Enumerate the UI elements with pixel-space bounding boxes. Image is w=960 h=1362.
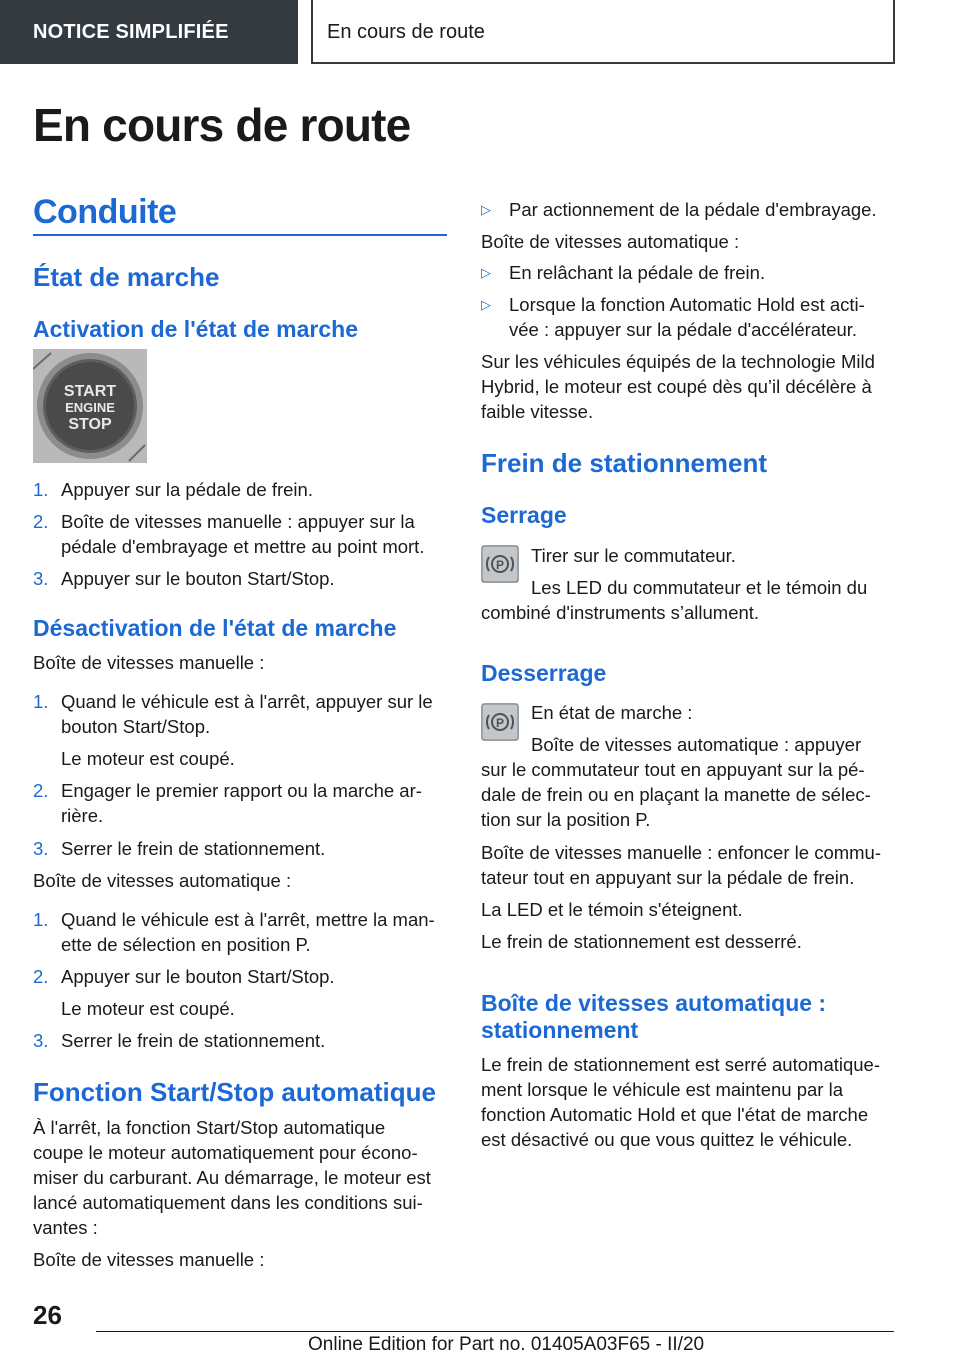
heading-rule	[33, 234, 447, 236]
step-number: 2.	[33, 966, 49, 987]
svg-text:P: P	[495, 716, 505, 730]
footer-rule	[96, 1331, 894, 1332]
bullet-text: Lorsque la fonction Automatic Hold est acti‐	[509, 294, 865, 315]
paragraph-line: lancé automatiquement dans les conditions sui‐	[33, 1192, 423, 1213]
heading-activation: Activation de l'état de marche	[33, 316, 359, 342]
bullet-text: En relâchant la pédale de frein.	[509, 262, 766, 283]
svg-text:P: P	[495, 558, 505, 572]
step-number: 2.	[33, 511, 49, 532]
desserrage-text: tion sur la position P.	[481, 809, 651, 830]
step-number: 1.	[33, 691, 49, 712]
heading-frein: Frein de stationnement	[481, 448, 768, 478]
desserrage-text: tateur tout en appuyant sur la pédale de frein.	[481, 867, 855, 888]
bullet-text: Par actionnement de la pédale d'embrayage.	[509, 199, 877, 220]
desserrage-text: Le frein de stationnement est desserré.	[481, 931, 802, 952]
bullet-triangle-icon: ▷	[481, 202, 491, 217]
step-number: 3.	[33, 838, 49, 859]
paragraph-line: faible vitesse.	[481, 401, 594, 422]
parking-brake-icon	[481, 545, 519, 583]
step-number: 1.	[33, 909, 49, 930]
svg-text:STOP: STOP	[68, 416, 112, 433]
desserrage-text: sur le commutateur tout en appuyant sur la pé‐	[481, 759, 865, 780]
paragraph-line: coupe le moteur automatiquement pour écono‐	[33, 1142, 418, 1163]
step-text: rière.	[61, 805, 104, 826]
step-text: bouton Start/Stop.	[61, 716, 211, 737]
serrage-text: Les LED du commutateur et le témoin du	[531, 577, 868, 598]
desserrage-text: Boîte de vitesses automatique : appuyer	[531, 734, 862, 755]
step-number: 3.	[33, 568, 49, 589]
paragraph-line: Sur les véhicules équipés de la technologie Mild	[481, 351, 875, 372]
serrage-text: combiné d'instruments s’allument.	[481, 602, 760, 623]
chapter-tab: En cours de route	[311, 0, 895, 64]
bullet-triangle-icon: ▷	[481, 297, 491, 312]
heading-etat-de-marche: État de marche	[33, 262, 220, 292]
svg-text:ENGINE: ENGINE	[65, 400, 115, 415]
step-text: ette de sélection en position P.	[61, 934, 311, 955]
desserrage-text: En état de marche :	[531, 702, 693, 723]
step-number: 2.	[33, 780, 49, 801]
paragraph-line: À l'arrêt, la fonction Start/Stop automatique	[33, 1117, 386, 1138]
heading-desactivation: Désactivation de l'état de marche	[33, 615, 397, 641]
bullet-triangle-icon: ▷	[481, 265, 491, 280]
page-number: 26	[33, 1300, 62, 1330]
step-text: Appuyer sur le bouton Start/Stop.	[61, 568, 335, 589]
heading-start-stop: Fonction Start/Stop automatique	[33, 1077, 436, 1107]
step-text: Serrer le frein de stationnement.	[61, 838, 326, 859]
heading-auto-park: stationnement	[481, 1017, 639, 1043]
svg-text:START: START	[63, 383, 117, 400]
heading-serrage: Serrage	[481, 502, 567, 528]
paragraph-line: Hybrid, le moteur est coupé dès qu’il décélère à	[481, 376, 872, 397]
paragraph-line: ment lorsque le véhicule est maintenu par la	[481, 1079, 843, 1100]
step-text: pédale d'embrayage et mettre au point mort.	[61, 536, 425, 557]
paragraph-line: Le frein de stationnement est serré automatique‐	[481, 1054, 881, 1075]
paragraph-line: est désactivé ou que vous quittez le véhicule.	[481, 1129, 853, 1150]
step-text: Quand le véhicule est à l'arrêt, appuyer sur le	[61, 691, 433, 712]
step-text: Boîte de vitesses manuelle : appuyer sur la	[61, 511, 415, 532]
step-number: 3.	[33, 1030, 49, 1051]
auto-intro: Boîte de vitesses automatique :	[481, 231, 740, 252]
desserrage-text: La LED et le témoin s'éteignent.	[481, 899, 743, 920]
step-text: Engager le premier rapport ou la marche ar‐	[61, 780, 422, 801]
section-tab: NOTICE SIMPLIFIÉE	[0, 0, 298, 64]
step-text: Le moteur est coupé.	[61, 748, 235, 769]
start-engine-stop-button-icon	[33, 349, 147, 463]
auto-intro: Boîte de vitesses automatique :	[33, 870, 292, 891]
serrage-text: Tirer sur le commutateur.	[531, 545, 736, 566]
heading-desserrage: Desserrage	[481, 660, 607, 686]
page-header	[0, 0, 960, 64]
parking-brake-icon	[481, 703, 519, 741]
bullet-text: vée : appuyer sur la pédale d'accélérateur.	[509, 319, 858, 340]
step-text: Appuyer sur la pédale de frein.	[61, 479, 313, 500]
step-number: 1.	[33, 479, 49, 500]
manual-intro: Boîte de vitesses manuelle :	[33, 1249, 265, 1270]
step-text: Serrer le frein de stationnement.	[61, 1030, 326, 1051]
desserrage-text: dale de frein ou en plaçant la manette de sélec‐	[481, 784, 871, 805]
paragraph-line: vantes :	[33, 1217, 98, 1238]
manual-intro: Boîte de vitesses manuelle :	[33, 652, 265, 673]
paragraph-line: fonction Automatic Hold et que l'état de marche	[481, 1104, 869, 1125]
page-title: En cours de route	[33, 99, 411, 151]
step-text: Quand le véhicule est à l'arrêt, mettre la man‐	[61, 909, 435, 930]
desserrage-text: Boîte de vitesses manuelle : enfoncer le commu‐	[481, 842, 881, 863]
heading-conduite: Conduite	[33, 193, 177, 231]
step-text: Appuyer sur le bouton Start/Stop.	[61, 966, 335, 987]
footer-edition: Online Edition for Part no. 01405A03F65 - II/20	[308, 1334, 705, 1355]
heading-auto-park: Boîte de vitesses automatique :	[481, 990, 827, 1016]
step-text: Le moteur est coupé.	[61, 998, 235, 1019]
paragraph-line: miser du carburant. Au démarrage, le moteur est	[33, 1167, 431, 1188]
